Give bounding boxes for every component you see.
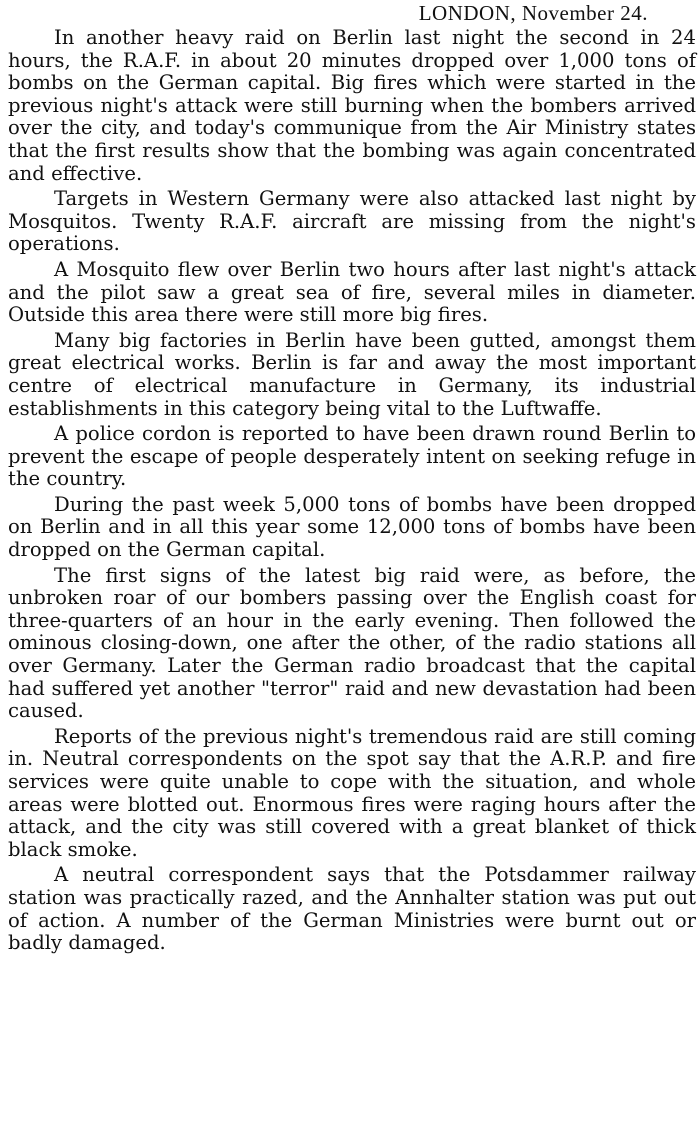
article-paragraph-1: In another heavy raid on Berlin last night the second in 24 hours, the R.A.F. in about 20 minutes dropped over 1,000 tons of bombs on the German capital. Big fires which were started in the previous night's attack were still burning when the bombers arrived over the city, and today's communique from the Air Ministry states that the first results show that the bombing was again concentrated and effective. bbox=[8, 26, 696, 185]
article-paragraph-8: Reports of the previous night's tremendous raid are still coming in. Neutral correspondents on the spot say that the A.R.P. and fire services were quite unable to cope with the situation, and whole areas were blotted out. Enormous fires were raging hours after the attack, and the city was still covered with a great blanket of thick black smoke. bbox=[8, 724, 696, 861]
article-paragraph-2: Targets in Western Germany were also attacked last night by Mosquitos. Twenty R.A.F. aircraft are missing from the night's operations. bbox=[8, 187, 696, 256]
article-paragraph-4: Many big factories in Berlin have been gutted, amongst them great electrical works. Berlin is far and away the most important centre of electrical manufacture in Germany, its industrial establishments in this category being vital to the Luftwaffe. bbox=[8, 328, 696, 420]
article-paragraph-7: The first signs of the latest big raid were, as before, the unbroken roar of our bombers passing over the English coast for three-quarters of an hour in the early evening. Then followed the ominous closing-down, one after the other, of the radio stations all over Germany. Later the German radio broadcast that the capital had suffered yet another "terror" raid and new devastation had been caused. bbox=[8, 563, 696, 723]
article-paragraph-6: During the past week 5,000 tons of bombs have been dropped on Berlin and in all this year some 12,000 tons of bombs have been dropped on the German capital. bbox=[8, 492, 696, 562]
article-paragraph-9: A neutral correspondent says that the Potsdammer railway station was practically razed, and the Annhalter station was put out of action. A number of the German Ministries were burnt out or badly damaged. bbox=[8, 863, 696, 955]
dateline: LONDON, November 24. bbox=[418, 1, 648, 25]
article-paragraph-3: A Mosquito flew over Berlin two hours after last night's attack and the pilot saw a great sea of fire, several miles in diameter. Outside this area there were still more big fires. bbox=[8, 257, 696, 327]
article-paragraph-5: A police cordon is reported to have been drawn round Berlin to prevent the escape of people desperately intent on seeking refuge in the country. bbox=[8, 422, 696, 491]
